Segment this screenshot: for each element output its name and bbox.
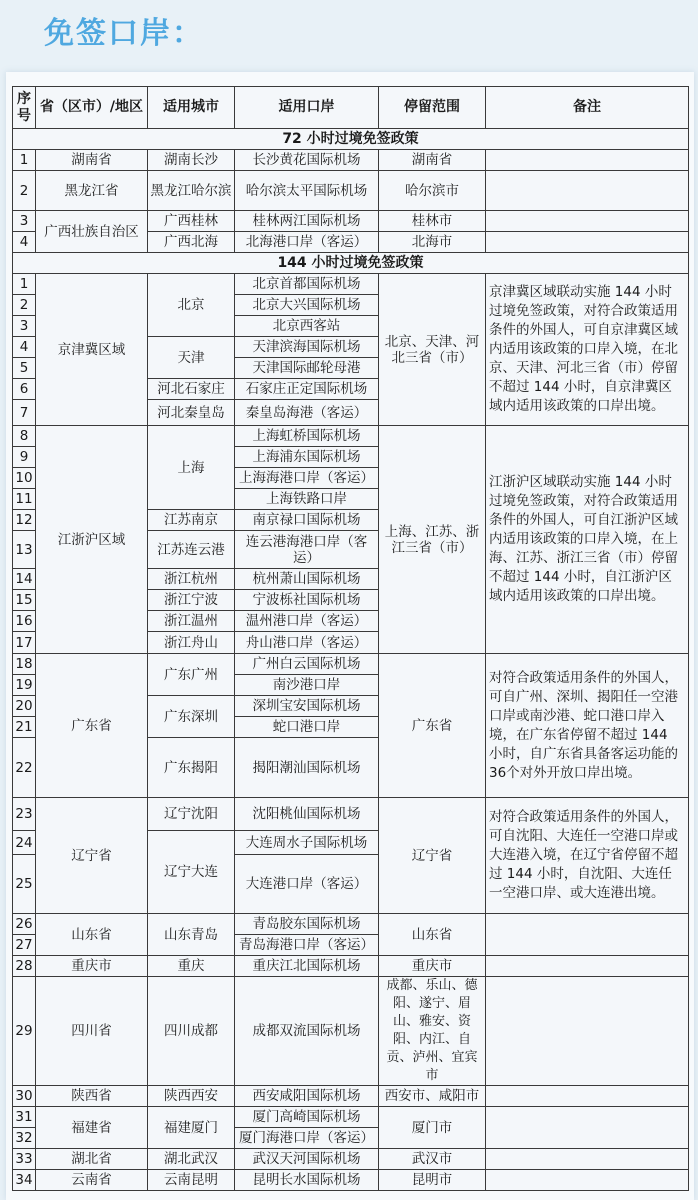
- province: 湖北省: [36, 1149, 148, 1170]
- table-row: [13, 914, 689, 935]
- note: [486, 171, 689, 211]
- port: 青岛海港口岸（客运）: [235, 935, 379, 956]
- row-no: 20: [13, 696, 36, 717]
- port: 上海铁路口岸: [235, 489, 379, 510]
- row-no: 17: [13, 632, 36, 654]
- province: 云南省: [36, 1170, 148, 1191]
- port: 秦皇岛海港（客运）: [235, 400, 379, 426]
- section-row: [13, 253, 689, 274]
- port: 哈尔滨太平国际机场: [235, 171, 379, 211]
- table-row: [13, 1086, 689, 1107]
- port: 桂林两江国际机场: [235, 211, 379, 232]
- scope: 辽宁省: [379, 798, 486, 914]
- port: 昆明长水国际机场: [235, 1170, 379, 1191]
- port: 舟山港口岸（客运）: [235, 632, 379, 654]
- port: 天津滨海国际机场: [235, 337, 379, 358]
- row-no: 25: [13, 855, 36, 914]
- visa-free-ports-table: [12, 86, 689, 1191]
- section-row: [13, 129, 689, 150]
- policy-document: [6, 72, 694, 1200]
- note: [486, 1107, 689, 1149]
- row-no: 6: [13, 379, 36, 400]
- port: 北京西客站: [235, 316, 379, 337]
- table-row: [13, 274, 689, 295]
- row-no: 16: [13, 611, 36, 632]
- table-row: [13, 211, 689, 232]
- row-no: 1: [13, 274, 36, 295]
- row-no: 14: [13, 569, 36, 590]
- header-city: 适用城市: [148, 87, 235, 129]
- row-no: 29: [13, 977, 36, 1086]
- scope: 桂林市: [379, 211, 486, 232]
- row-no: 23: [13, 798, 36, 831]
- note: [486, 150, 689, 171]
- city: 辽宁沈阳: [148, 798, 235, 831]
- port: 温州港口岸（客运）: [235, 611, 379, 632]
- port: 北京首都国际机场: [235, 274, 379, 295]
- city: 广西桂林: [148, 211, 235, 232]
- port: 重庆江北国际机场: [235, 956, 379, 977]
- port: 长沙黄花国际机场: [235, 150, 379, 171]
- city: 广东揭阳: [148, 738, 235, 798]
- row-no: 21: [13, 717, 36, 738]
- port: 宁波栎社国际机场: [235, 590, 379, 611]
- port: 上海浦东国际机场: [235, 447, 379, 468]
- row-no: 11: [13, 489, 36, 510]
- row-no: 2: [13, 171, 36, 211]
- port: 广州白云国际机场: [235, 654, 379, 675]
- note: [486, 211, 689, 232]
- note: 京津冀区域联动实施 144 小时过境免签政策，对符合政策适用条件的外国人，可自京津冀区域内适用该政策的口岸入境，在北京、天津、河北三省（市）停留不超过 144 小时，自京津冀区域内适用该政策的口岸出境。: [486, 274, 689, 426]
- row-no: 18: [13, 654, 36, 675]
- city: 黑龙江哈尔滨: [148, 171, 235, 211]
- note: [486, 1170, 689, 1191]
- row-no: 33: [13, 1149, 36, 1170]
- province: 广东省: [36, 654, 148, 798]
- row-no: 22: [13, 738, 36, 798]
- city: 浙江温州: [148, 611, 235, 632]
- note: [486, 956, 689, 977]
- row-no: 28: [13, 956, 36, 977]
- city: 天津: [148, 337, 235, 379]
- row-no: 1: [13, 150, 36, 171]
- header-port: 适用口岸: [235, 87, 379, 129]
- row-no: 27: [13, 935, 36, 956]
- province: 重庆市: [36, 956, 148, 977]
- scope: 厦门市: [379, 1107, 486, 1149]
- city: 云南昆明: [148, 1170, 235, 1191]
- port: 北京大兴国际机场: [235, 295, 379, 316]
- city: 广东广州: [148, 654, 235, 696]
- table-row: [13, 977, 689, 1086]
- row-no: 3: [13, 316, 36, 337]
- province: 山东省: [36, 914, 148, 956]
- port: 青岛胶东国际机场: [235, 914, 379, 935]
- port: 厦门海港口岸（客运）: [235, 1128, 379, 1149]
- city: 广西北海: [148, 232, 235, 253]
- table-row: [13, 956, 689, 977]
- row-no: 34: [13, 1170, 36, 1191]
- row-no: 15: [13, 590, 36, 611]
- section-72h: 72 小时过境免签政策: [13, 129, 689, 150]
- row-no: 32: [13, 1128, 36, 1149]
- port: 西安咸阳国际机场: [235, 1086, 379, 1107]
- scope: 广东省: [379, 654, 486, 798]
- scope: 武汉市: [379, 1149, 486, 1170]
- scope: 北海市: [379, 232, 486, 253]
- table-row: [13, 426, 689, 447]
- note: [486, 914, 689, 956]
- port: 大连周水子国际机场: [235, 831, 379, 855]
- province: 福建省: [36, 1107, 148, 1149]
- city: 上海: [148, 426, 235, 510]
- city: 重庆: [148, 956, 235, 977]
- row-no: 30: [13, 1086, 36, 1107]
- port: 蛇口港口岸: [235, 717, 379, 738]
- port: 杭州萧山国际机场: [235, 569, 379, 590]
- port: 武汉天河国际机场: [235, 1149, 379, 1170]
- row-no: 31: [13, 1107, 36, 1128]
- row-no: 13: [13, 531, 36, 569]
- port: 南沙港口岸: [235, 675, 379, 696]
- city: 河北秦皇岛: [148, 400, 235, 426]
- scope: 哈尔滨市: [379, 171, 486, 211]
- row-no: 5: [13, 358, 36, 379]
- province: 黑龙江省: [36, 171, 148, 211]
- port: 上海海港口岸（客运）: [235, 468, 379, 489]
- header-scope: 停留范围: [379, 87, 486, 129]
- header-note: 备注: [486, 87, 689, 129]
- row-no: 8: [13, 426, 36, 447]
- city: 湖南长沙: [148, 150, 235, 171]
- city: 河北石家庄: [148, 379, 235, 400]
- row-no: 12: [13, 510, 36, 531]
- row-no: 26: [13, 914, 36, 935]
- scope: 上海、江苏、浙江三省（市）: [379, 426, 486, 654]
- province: 辽宁省: [36, 798, 148, 914]
- scope: 昆明市: [379, 1170, 486, 1191]
- scope: 西安市、咸阳市: [379, 1086, 486, 1107]
- row-no: 24: [13, 831, 36, 855]
- table-row: [13, 150, 689, 171]
- city: 江苏南京: [148, 510, 235, 531]
- header-province: 省（区市）/地区: [36, 87, 148, 129]
- port: 深圳宝安国际机场: [235, 696, 379, 717]
- port: 上海虹桥国际机场: [235, 426, 379, 447]
- province: 京津冀区域: [36, 274, 148, 426]
- port: 揭阳潮汕国际机场: [235, 738, 379, 798]
- city: 湖北武汉: [148, 1149, 235, 1170]
- city: 江苏连云港: [148, 531, 235, 569]
- note: 江浙沪区域联动实施 144 小时过境免签政策，对符合政策适用条件的外国人，可自江浙沪区域内适用该政策的口岸入境，在上海、江苏、浙江三省（市）停留不超过 144 小时，自江浙沪区域内适用该政策的口岸出境。: [486, 426, 689, 654]
- note: [486, 232, 689, 253]
- port: 石家庄正定国际机场: [235, 379, 379, 400]
- table-row: [13, 1107, 689, 1128]
- port: 南京禄口国际机场: [235, 510, 379, 531]
- section-144h: 144 小时过境免签政策: [13, 253, 689, 274]
- row-no: 2: [13, 295, 36, 316]
- table-row: [13, 1170, 689, 1191]
- port: 连云港海港口岸（客运）: [235, 531, 379, 569]
- header-no: 序号: [13, 87, 36, 129]
- port: 大连港口岸（客运）: [235, 855, 379, 914]
- port: 北海港口岸（客运）: [235, 232, 379, 253]
- row-no: 4: [13, 232, 36, 253]
- table-header: [13, 87, 689, 129]
- table-row: [13, 171, 689, 211]
- scope: 成都、乐山、德阳、遂宁、眉山、雅安、资阳、内江、自贡、泸州、宜宾市: [379, 977, 486, 1086]
- scope: 湖南省: [379, 150, 486, 171]
- scope: 重庆市: [379, 956, 486, 977]
- row-no: 19: [13, 675, 36, 696]
- city: 浙江舟山: [148, 632, 235, 654]
- province: 四川省: [36, 977, 148, 1086]
- note: 对符合政策适用条件的外国人，可自广州、深圳、揭阳任一空港口岸或南沙港、蛇口港口岸入境，在广东省停留不超过 144 小时，自广东省具备客运功能的36个对外开放口岸出境。: [486, 654, 689, 798]
- city: 广东深圳: [148, 696, 235, 738]
- table-row: [13, 654, 689, 675]
- page-title: 免签口岸：: [44, 16, 204, 51]
- province: 江浙沪区域: [36, 426, 148, 654]
- city: 福建厦门: [148, 1107, 235, 1149]
- city: 四川成都: [148, 977, 235, 1086]
- city: 浙江宁波: [148, 590, 235, 611]
- table-row: [13, 798, 689, 831]
- table-row: [13, 1149, 689, 1170]
- city: 北京: [148, 274, 235, 337]
- row-no: 7: [13, 400, 36, 426]
- note: [486, 1149, 689, 1170]
- note: 对符合政策适用条件的外国人，可自沈阳、大连任一空港口岸或大连港入境，在辽宁省停留不超过 144 小时，自沈阳、大连任一空港口岸、或大连港出境。: [486, 798, 689, 914]
- port: 沈阳桃仙国际机场: [235, 798, 379, 831]
- port: 成都双流国际机场: [235, 977, 379, 1086]
- province: 湖南省: [36, 150, 148, 171]
- row-no: 10: [13, 468, 36, 489]
- province: 广西壮族自治区: [36, 211, 148, 253]
- city: 辽宁大连: [148, 831, 235, 914]
- row-no: 9: [13, 447, 36, 468]
- row-no: 3: [13, 211, 36, 232]
- note: [486, 977, 689, 1086]
- scope: 北京、天津、河北三省（市）: [379, 274, 486, 426]
- port: 天津国际邮轮母港: [235, 358, 379, 379]
- province: 陕西省: [36, 1086, 148, 1107]
- port: 厦门高崎国际机场: [235, 1107, 379, 1128]
- city: 陕西西安: [148, 1086, 235, 1107]
- city: 浙江杭州: [148, 569, 235, 590]
- row-no: 4: [13, 337, 36, 358]
- city: 山东青岛: [148, 914, 235, 956]
- note: [486, 1086, 689, 1107]
- scope: 山东省: [379, 914, 486, 956]
